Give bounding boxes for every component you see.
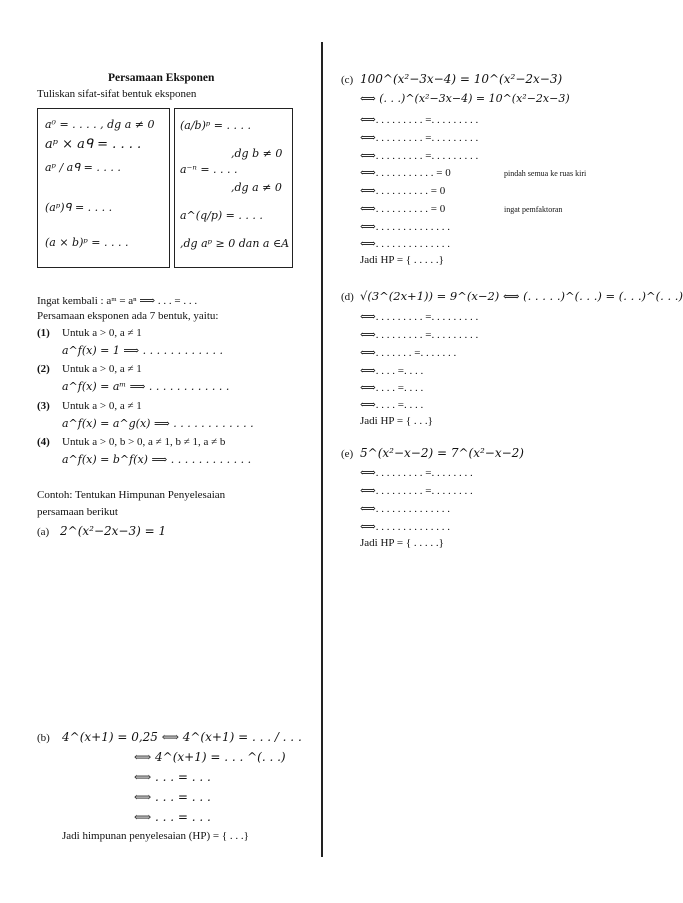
example-intro-line-1: Contoh: Tentukan Himpunan Penyelesaian [37,489,226,501]
property-power-of-power: (aᵖ)ᑫ = . . . . [45,201,113,214]
example-c-note-factoring: ingat pemfaktoran [504,205,563,214]
condition-fractional-exponent: ,dg aᵖ ≥ 0 dan a ∈A [180,237,290,250]
property-product: aᵖ × aᑫ = . . . . [45,137,142,152]
form-2-number: (2) [37,363,50,375]
example-e-result: Jadi HP = { . . . . .} [360,537,444,549]
example-intro-line-2: persamaan berikut [37,506,118,518]
form-4-number: (4) [37,436,50,448]
example-c-note-move-left: pindah semua ke ruas kiri [504,169,587,178]
example-c-line-9: ⟺. . . . . . . . . . . . . . [360,221,451,233]
example-b-line-2: ⟺ 4^(x+1) = . . . ^(. . .) [134,750,286,764]
condition-b-nonzero: ,dg b ≠ 0 [231,147,283,160]
example-a-label: (a) [37,526,50,538]
page-title: Persamaan Eksponen [108,72,215,84]
forms-intro: Persamaan eksponen ada 7 bentuk, yaitu: [37,310,219,322]
example-c-line-2: ⟺ (. . .)^(x²−3x−4) = 10^(x²−2x−3) [360,92,570,105]
example-e-label: (e) [341,448,354,460]
example-a-equation: 2^(x²−2x−3) = 1 [60,524,167,538]
example-c-line-4: ⟺. . . . . . . . . =. . . . . . . . . [360,132,479,144]
form-3-equation: a^f(x) = a^g(x) ⟹ . . . . . . . . . . . . [62,417,254,430]
example-e-line-1: 5^(x²−x−2) = 7^(x²−x−2) [360,446,524,460]
form-2-equation: a^f(x) = aᵐ ⟹ . . . . . . . . . . . . [62,380,230,393]
property-power-of-product: (a × b)ᵖ = . . . . [45,236,129,249]
example-b-line-3: ⟺ . . . = . . . [134,770,211,784]
example-c-line-3: ⟺. . . . . . . . . =. . . . . . . . . [360,114,479,126]
example-b-label: (b) [37,732,50,744]
property-power-of-fraction: (a/b)ᵖ = . . . . [180,119,251,132]
example-c-line-1: 100^(x²−3x−4) = 10^(x²−2x−3) [360,72,563,86]
example-d-line-1: √(3^(2x+1)) = 9^(x−2) ⟺ (. . . . .)^(. . .) = (. . .)^(. . .) [360,289,683,303]
example-c-label: (c) [341,74,354,86]
exponent-properties-box-2 [174,108,293,268]
property-negative-exponent: a⁻ⁿ = . . . . [180,163,238,176]
example-c-line-7: ⟺. . . . . . . . . . = 0 [360,185,446,197]
condition-a-nonzero: ,dg a ≠ 0 [231,181,282,194]
example-d-result: Jadi HP = { . . .} [360,415,433,427]
property-fractional-exponent: a^(q/p) = . . . . [180,209,263,222]
example-b-result: Jadi himpunan penyelesaian (HP) = { . . .} [62,830,249,842]
form-1-condition: Untuk a > 0, a ≠ 1 [62,327,142,339]
example-e-line-3: ⟺. . . . . . . . . =. . . . . . . . [360,485,473,497]
property-quotient: aᵖ / aᑫ = . . . . [45,161,121,174]
form-3-number: (3) [37,400,50,412]
example-b-line-4: ⟺ . . . = . . . [134,790,211,804]
example-c-line-6: ⟺. . . . . . . . . . . = 0 [360,167,451,179]
form-4-condition: Untuk a > 0, b > 0, a ≠ 1, b ≠ 1, a ≠ b [62,436,226,448]
form-1-number: (1) [37,327,50,339]
form-3-condition: Untuk a > 0, a ≠ 1 [62,400,142,412]
example-d-line-2: ⟺. . . . . . . . . =. . . . . . . . . [360,311,479,323]
form-4-equation: a^f(x) = b^f(x) ⟹ . . . . . . . . . . . . [62,453,252,466]
form-2-condition: Untuk a > 0, a ≠ 1 [62,363,142,375]
example-e-line-5: ⟺. . . . . . . . . . . . . . [360,521,451,533]
example-d-line-6: ⟺. . . . =. . . . [360,382,424,394]
example-b-line-5: ⟺ . . . = . . . [134,810,211,824]
example-d-line-4: ⟺. . . . . . . =. . . . . . . [360,347,457,359]
example-e-line-4: ⟺. . . . . . . . . . . . . . [360,503,451,515]
example-c-line-8: ⟺. . . . . . . . . . = 0 [360,203,446,215]
example-b-line-1: 4^(x+1) = 0,25 ⟺ 4^(x+1) = . . . / . . . [62,730,302,744]
example-c-result: Jadi HP = { . . . . .} [360,254,444,266]
column-divider [321,42,323,857]
example-c-line-5: ⟺. . . . . . . . . =. . . . . . . . . [360,150,479,162]
form-1-equation: a^f(x) = 1 ⟹ . . . . . . . . . . . . [62,344,224,357]
instruction-text: Tuliskan sifat-sifat bentuk eksponen [37,88,197,100]
example-d-line-5: ⟺. . . . =. . . . [360,365,424,377]
exponent-properties-box-1 [37,108,170,268]
example-d-line-7: ⟺. . . . =. . . . [360,399,424,411]
property-zero-power: a⁰ = . . . . , dg a ≠ 0 [45,118,155,131]
example-d-line-3: ⟺. . . . . . . . . =. . . . . . . . . [360,329,479,341]
example-d-label: (d) [341,291,354,303]
example-c-line-10: ⟺. . . . . . . . . . . . . . [360,238,451,250]
example-e-line-2: ⟺. . . . . . . . . =. . . . . . . . [360,467,473,479]
reminder-text: Ingat kembali : aᵐ = aⁿ ⟹ . . . = . . . [37,295,198,307]
